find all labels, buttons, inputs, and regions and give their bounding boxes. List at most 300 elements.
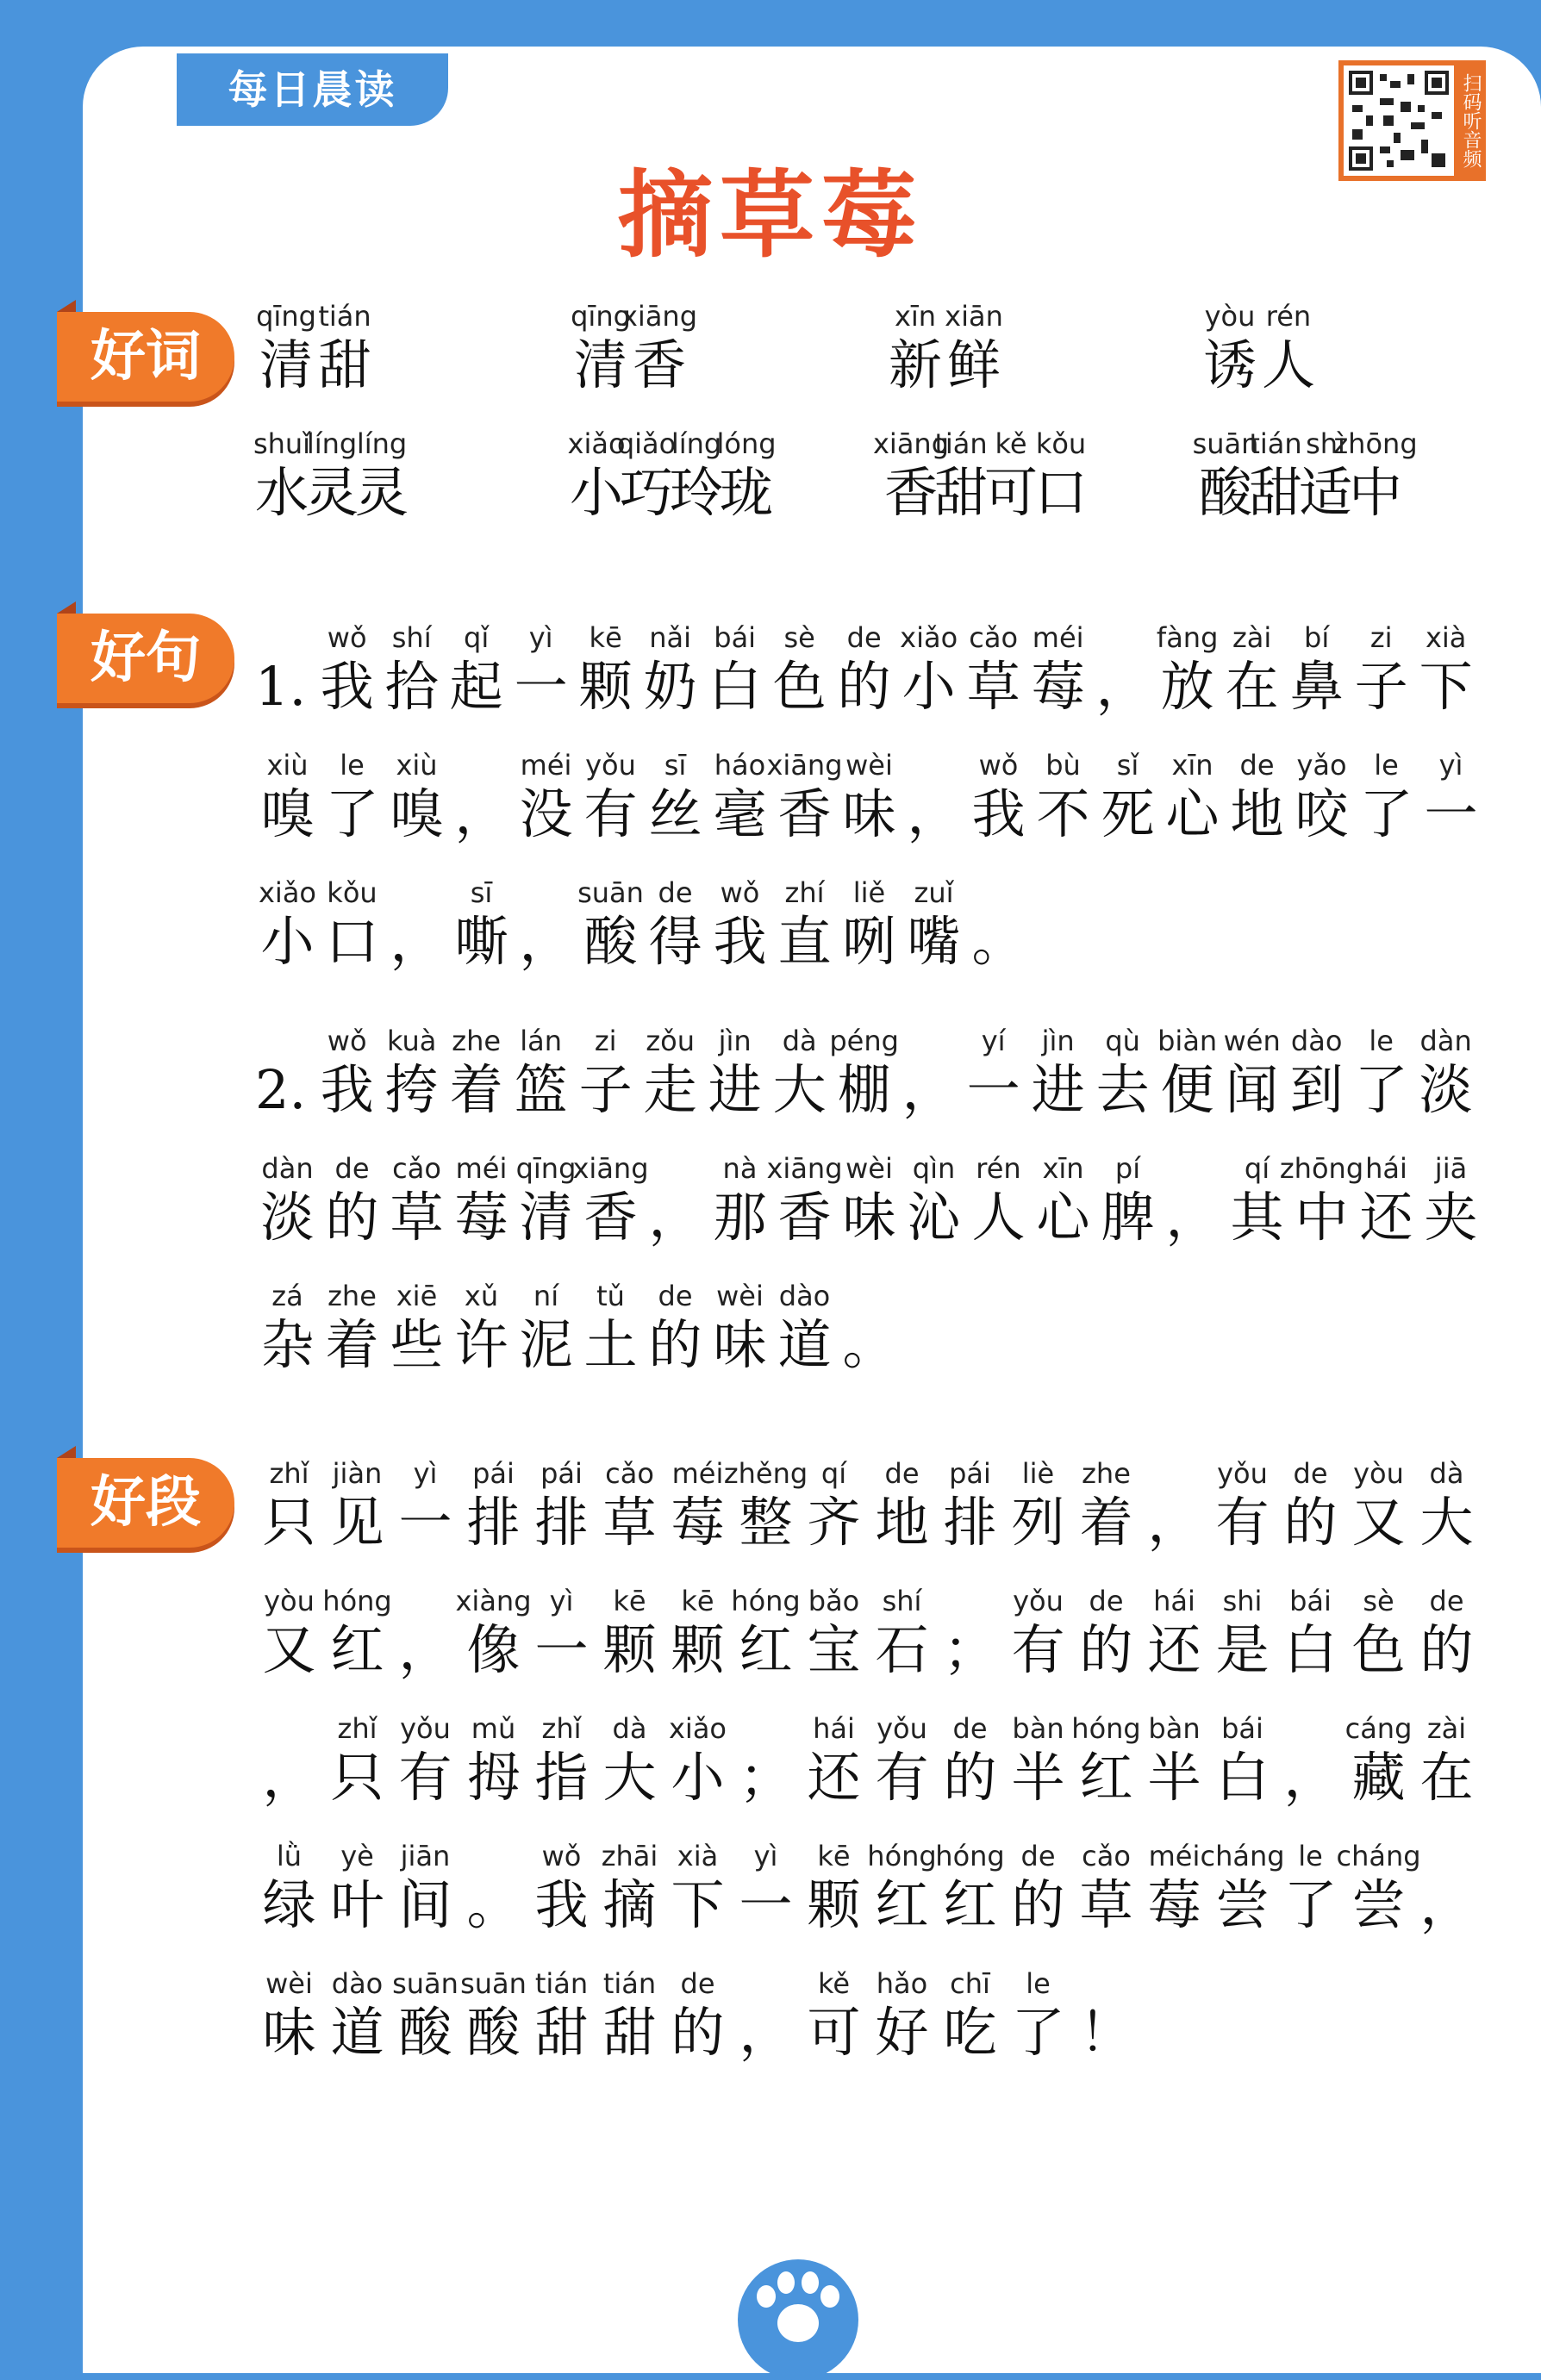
hanzi: 口: [1034, 461, 1089, 524]
pinyin: méi: [520, 749, 572, 782]
pinyin: zhí: [784, 876, 825, 909]
hanzi: 排: [466, 1491, 521, 1554]
hanzi: ，: [1283, 1746, 1338, 1809]
hanzi: 有: [1215, 1491, 1270, 1554]
pinyin: bàn: [1012, 1712, 1064, 1745]
hanzi: 我: [534, 1873, 589, 1936]
pinyin: wǒ: [327, 621, 367, 654]
hanzi: 酸: [466, 2001, 521, 2064]
hanzi-with-pinyin: [391, 1455, 459, 1553]
hanzi-with-pinyin: [616, 425, 677, 524]
hanzi: 酸: [398, 2001, 452, 2064]
hanzi: 拾: [384, 655, 439, 718]
pinyin: de: [658, 1280, 693, 1312]
hanzi: 一: [398, 1491, 452, 1554]
hanzi: 清: [573, 333, 627, 396]
hanzi-with-pinyin: [936, 1965, 1004, 2063]
hanzi: ，: [454, 782, 508, 845]
hanzi-with-pinyin: [323, 1965, 391, 2063]
hanzi: 灵: [305, 461, 359, 524]
hanzi: 颗: [807, 1873, 861, 1936]
hanzi: 放: [1160, 655, 1214, 718]
pinyin: le: [1369, 1025, 1394, 1057]
hanzi: 石: [875, 1618, 929, 1681]
hanzi-with-pinyin: [1192, 425, 1259, 524]
hanzi-with-pinyin: [1344, 1582, 1413, 1680]
hanzi: 小: [260, 910, 315, 973]
hanzi: 草: [602, 1491, 657, 1554]
hanzi: 色: [772, 655, 827, 718]
hanzi: 一: [966, 1058, 1020, 1121]
hanzi-with-pinyin: [1200, 1837, 1285, 1936]
hanzi: 我: [713, 910, 767, 973]
hanzi-with-pinyin: [1413, 1022, 1478, 1120]
hanzi-with-pinyin: [723, 1455, 808, 1554]
hanzi: 。: [842, 1313, 896, 1376]
pinyin: yí: [981, 1025, 1006, 1057]
hanzi-with-pinyin: [320, 1150, 384, 1248]
hanzi-with-pinyin: [1004, 1710, 1072, 1808]
hanzi: ，: [648, 1186, 702, 1249]
pinyin: sè: [1363, 1585, 1394, 1617]
hanzi: 的: [1283, 1491, 1338, 1554]
pinyin: yǒu: [877, 1712, 927, 1745]
good-word: [1192, 425, 1507, 524]
pinyin: xiē: [396, 1280, 438, 1312]
pinyin: kě: [995, 427, 1027, 460]
hanzi-with-pinyin: [708, 874, 772, 972]
hanzi: 在: [1419, 1746, 1474, 1809]
hanzi-with-pinyin: [1344, 1455, 1413, 1553]
hanzi-with-pinyin: [732, 1837, 800, 1935]
hanzi: 棚: [837, 1058, 891, 1121]
hanzi: 心: [1036, 1186, 1090, 1249]
hanzi: 还: [807, 1746, 861, 1809]
pinyin: zuǐ: [914, 876, 954, 909]
hanzi-with-pinyin: [1413, 1710, 1481, 1808]
pinyin: de: [1293, 1457, 1328, 1490]
hanzi: 适: [1299, 461, 1353, 524]
hanzi: 有: [583, 782, 638, 845]
hanzi: 直: [777, 910, 832, 973]
hanzi-with-pinyin: [1276, 1582, 1344, 1680]
pinyin: líng: [306, 427, 358, 460]
hanzi-with-pinyin: [1201, 297, 1259, 396]
hanzi: 还: [1359, 1186, 1413, 1249]
hanzi: 味: [713, 1313, 767, 1376]
hanzi-with-pinyin: [384, 746, 449, 844]
hanzi-with-pinyin: [1276, 1455, 1344, 1553]
hanzi-with-pinyin: [307, 425, 357, 523]
hanzi: 子: [1354, 655, 1408, 718]
hanzi-with-pinyin: [459, 1965, 527, 2063]
hanzi: 甜: [317, 333, 371, 396]
hanzi-with-pinyin: [527, 1710, 596, 1808]
pinyin: péng: [829, 1025, 899, 1057]
pinyin: dào: [778, 1280, 831, 1312]
hanzi-with-pinyin: [514, 1277, 578, 1375]
hanzi: 小: [671, 1746, 725, 1809]
hanzi: 的: [1419, 1618, 1474, 1681]
hanzi-with-pinyin: [961, 619, 1026, 717]
pinyin: bái: [1221, 1712, 1263, 1745]
hanzi-with-pinyin: [702, 1022, 767, 1120]
hanzi-with-pinyin: [573, 619, 638, 717]
pinyin: wén: [1223, 1025, 1281, 1057]
hanzi-with-pinyin: [527, 1582, 596, 1680]
pinyin: shuǐ: [253, 427, 311, 460]
pinyin: méi: [671, 1457, 724, 1490]
pinyin: ní: [533, 1280, 559, 1312]
hanzi-with-pinyin: [391, 1710, 459, 1808]
hanzi-with-pinyin: [391, 1965, 459, 2063]
hanzi-with-pinyin: [320, 1277, 384, 1375]
hanzi: 只: [262, 1491, 316, 1554]
hanzi-with-pinyin: [1072, 1837, 1140, 1935]
pinyin: qìn: [912, 1152, 956, 1185]
hanzi: 新: [888, 333, 942, 396]
hanzi-with-pinyin: [578, 1277, 643, 1375]
hanzi: 篮: [514, 1058, 568, 1121]
hanzi-with-pinyin: [643, 1277, 708, 1375]
pinyin: sè: [783, 621, 815, 654]
hanzi: 道: [777, 1313, 832, 1376]
hanzi-with-pinyin: [837, 1150, 902, 1248]
good-word: [257, 297, 571, 396]
hanzi-with-pinyin: [315, 619, 379, 717]
pinyin: yì: [549, 1585, 574, 1617]
pinyin: wǒ: [327, 1025, 367, 1057]
pinyin: xiǎo: [668, 1712, 727, 1745]
pinyin: tián: [318, 300, 371, 333]
hanzi: 的: [325, 1186, 379, 1249]
hanzi-with-pinyin: [257, 297, 315, 396]
hanzi: 便: [1160, 1058, 1214, 1121]
pinyin: sǐ: [1116, 749, 1139, 782]
hanzi: 草: [1079, 1873, 1133, 1936]
pinyin: shí: [882, 1585, 922, 1617]
hanzi: 酸: [583, 910, 638, 973]
sentence-1: [255, 619, 1496, 972]
hanzi: 排: [534, 1491, 589, 1554]
hanzi-with-pinyin: [945, 297, 1003, 396]
pinyin: zhǐ: [337, 1712, 377, 1745]
hanzi: 香: [777, 782, 832, 845]
hanzi: ，: [1095, 655, 1150, 718]
hanzi: ，: [398, 1618, 452, 1681]
hanzi-with-pinyin: [1354, 1150, 1419, 1248]
hanzi: 泥: [519, 1313, 573, 1376]
pinyin: zhǐ: [269, 1457, 309, 1490]
hanzi-with-pinyin: [664, 1965, 732, 2063]
hanzi-with-pinyin: [934, 425, 989, 524]
hanzi-with-pinyin: [868, 1455, 936, 1553]
hanzi-with-pinyin: [514, 746, 578, 844]
hanzi: 一: [514, 655, 568, 718]
pinyin: xiān: [945, 300, 1003, 333]
hanzi-with-pinyin: [1284, 619, 1349, 717]
hanzi: 土: [583, 1313, 638, 1376]
good-sentences-tag: 好句: [57, 614, 234, 703]
pinyin: nà: [722, 1152, 758, 1185]
hanzi: 莓: [454, 1186, 508, 1249]
pinyin: wǒ: [720, 876, 760, 909]
hanzi: 香: [884, 461, 939, 524]
sentence-number: 2.: [255, 1058, 307, 1121]
pinyin: pái: [472, 1457, 515, 1490]
pinyin: zá: [271, 1280, 303, 1312]
hanzi: 丝: [648, 782, 702, 845]
hanzi-with-pinyin: [384, 1277, 449, 1375]
hanzi-with-pinyin: [1072, 1582, 1140, 1680]
pinyin: hóng: [935, 1840, 1005, 1872]
hanzi: 沁: [907, 1186, 961, 1249]
hanzi: ，: [739, 2001, 793, 2064]
hanzi-with-pinyin: [1004, 1455, 1072, 1553]
pinyin: yì: [753, 1840, 778, 1872]
hanzi: 尝: [1215, 1873, 1270, 1936]
hanzi: 莓: [1031, 655, 1085, 718]
hanzi-with-pinyin: [255, 746, 320, 844]
pinyin: de: [658, 876, 693, 909]
hanzi: 咬: [1295, 782, 1349, 845]
hanzi-with-pinyin: [1004, 1965, 1072, 2063]
hanzi-with-pinyin: [829, 1022, 899, 1121]
hanzi: 夹: [1424, 1186, 1478, 1249]
hanzi-with-pinyin: [444, 619, 508, 717]
hanzi: 甜: [934, 461, 989, 524]
hanzi-with-pinyin: [384, 1150, 449, 1248]
hanzi-with-pinyin: [508, 619, 573, 717]
hanzi: 奶: [643, 655, 697, 718]
hanzi: 白: [1215, 1746, 1270, 1809]
hanzi: 红: [875, 1873, 929, 1936]
pinyin: hái: [1153, 1585, 1195, 1617]
hanzi: ，: [907, 782, 961, 845]
pinyin: le: [1026, 1967, 1051, 2000]
pinyin: yì: [1438, 749, 1463, 782]
hanzi: 得: [648, 910, 702, 973]
hanzi: 我: [971, 782, 1026, 845]
hanzi: 色: [1351, 1618, 1406, 1681]
pinyin: zǒu: [646, 1025, 695, 1057]
hanzi-with-pinyin: [886, 297, 945, 396]
pinyin: bàn: [1148, 1712, 1201, 1745]
hanzi: 那: [713, 1186, 767, 1249]
hanzi: 有: [398, 1746, 452, 1809]
hanzi-with-pinyin: [572, 1150, 649, 1249]
pinyin: wèi: [845, 1152, 893, 1185]
pinyin: qù: [1105, 1025, 1140, 1057]
hanzi: 是: [1215, 1618, 1270, 1681]
hanzi-with-pinyin: [449, 874, 514, 972]
hanzi-with-pinyin: [800, 1965, 868, 2063]
pinyin: cǎo: [392, 1152, 441, 1185]
hanzi: 人: [971, 1186, 1026, 1249]
hanzi: ；: [943, 1618, 997, 1681]
pinyin: wèi: [845, 749, 893, 782]
hanzi: ，: [519, 910, 573, 973]
pinyin: de: [1239, 749, 1275, 782]
hanzi-with-pinyin: [872, 425, 950, 524]
hanzi-with-pinyin: [732, 1582, 800, 1680]
hanzi-with-pinyin: [527, 1455, 596, 1553]
pinyin: nǎi: [649, 621, 692, 654]
hanzi: 子: [578, 1058, 633, 1121]
pinyin: kě: [817, 1967, 851, 2000]
hanzi: 摘: [602, 1873, 657, 1936]
pinyin: xiāng: [572, 1152, 649, 1185]
hanzi-with-pinyin: [1026, 1022, 1090, 1120]
hanzi-with-pinyin: [1413, 1837, 1481, 1935]
hanzi-with-pinyin: [1208, 1455, 1276, 1553]
hanzi: 整: [739, 1491, 793, 1554]
hanzi: 珑: [720, 461, 774, 524]
hanzi-with-pinyin: [638, 619, 702, 717]
hanzi: 还: [1147, 1618, 1201, 1681]
pinyin: tián: [602, 1967, 657, 2000]
pinyin: jiān: [400, 1840, 451, 1872]
hanzi: 。: [971, 910, 1026, 973]
hanzi-with-pinyin: [357, 425, 407, 523]
hanzi-with-pinyin: [1004, 1582, 1072, 1680]
hanzi-with-pinyin: [455, 1582, 532, 1681]
pinyin: yǒu: [1217, 1457, 1268, 1490]
hanzi-with-pinyin: [984, 425, 1039, 524]
hanzi: 莓: [1147, 1873, 1201, 1936]
pinyin: shí: [391, 621, 432, 654]
hanzi-with-pinyin: [868, 1582, 936, 1680]
hanzi-with-pinyin: [1279, 1150, 1364, 1249]
pinyin: de: [1429, 1585, 1464, 1617]
pinyin: lán: [520, 1025, 563, 1057]
hanzi: 的: [1011, 1873, 1065, 1936]
hanzi: ！: [1079, 2001, 1133, 2064]
hanzi: 红: [1079, 1746, 1133, 1809]
hanzi: 的: [943, 1746, 997, 1809]
hanzi: 见: [330, 1491, 384, 1554]
good-word: [872, 425, 1201, 524]
good-word: [571, 297, 886, 396]
pinyin: shì: [1306, 427, 1345, 460]
hanzi-with-pinyin: [664, 1455, 732, 1553]
pinyin: zhe: [1082, 1457, 1131, 1490]
hanzi-with-pinyin: [1031, 746, 1095, 844]
pinyin: sī: [664, 749, 687, 782]
pinyin: xià: [1425, 621, 1467, 654]
pinyin: cǎo: [1082, 1840, 1131, 1872]
hanzi-with-pinyin: [527, 1965, 596, 2063]
hanzi-with-pinyin: [255, 1965, 323, 2063]
hanzi-with-pinyin: [578, 874, 643, 972]
pinyin: yǒu: [585, 749, 636, 782]
hanzi: 叶: [330, 1873, 384, 1936]
pinyin: tián: [1249, 427, 1302, 460]
hanzi: 只: [330, 1746, 384, 1809]
hanzi: 鲜: [946, 333, 1001, 396]
hanzi-with-pinyin: [596, 1582, 664, 1680]
hanzi: 些: [390, 1313, 444, 1376]
hanzi-with-pinyin: [255, 874, 320, 972]
hanzi-with-pinyin: [936, 1582, 1004, 1680]
hanzi-with-pinyin: [1413, 619, 1478, 717]
hanzi: 了: [1283, 1873, 1338, 1936]
hanzi: 嘴: [907, 910, 961, 973]
hanzi-with-pinyin: [1140, 1837, 1208, 1935]
pinyin: liě: [852, 876, 886, 909]
hanzi: 嗅: [390, 782, 444, 845]
hanzi-with-pinyin: [896, 619, 961, 717]
hanzi-with-pinyin: [732, 1710, 800, 1808]
pinyin: hǎo: [876, 1967, 928, 2000]
hanzi: 莓: [671, 1491, 725, 1554]
hanzi-with-pinyin: [253, 425, 311, 524]
hanzi: 。: [466, 1873, 521, 1936]
hanzi-with-pinyin: [1004, 1837, 1072, 1935]
pinyin: yòu: [264, 1585, 315, 1617]
hanzi-with-pinyin: [323, 1582, 391, 1680]
good-paragraph: [255, 1455, 1496, 2063]
hanzi-with-pinyin: [767, 619, 832, 717]
hanzi: 草: [390, 1186, 444, 1249]
hanzi-with-pinyin: [379, 1022, 444, 1120]
sentence-2: [255, 1022, 1496, 1375]
hanzi-with-pinyin: [664, 1710, 732, 1808]
hanzi-with-pinyin: [966, 746, 1031, 844]
hanzi-with-pinyin: [716, 425, 777, 524]
hanzi-with-pinyin: [1284, 1022, 1349, 1120]
hanzi-with-pinyin: [459, 1710, 527, 1808]
hanzi: 白: [708, 655, 762, 718]
pinyin: kuà: [386, 1025, 437, 1057]
hanzi-with-pinyin: [621, 297, 698, 396]
hanzi: 尝: [1351, 1873, 1406, 1936]
hanzi-with-pinyin: [1349, 1022, 1413, 1120]
hanzi-with-pinyin: [320, 874, 384, 972]
pinyin: bái: [714, 621, 757, 654]
hanzi-with-pinyin: [1259, 297, 1318, 396]
hanzi-with-pinyin: [868, 1837, 936, 1935]
hanzi: 大: [602, 1746, 657, 1809]
hanzi: 着: [449, 1058, 503, 1121]
hanzi-with-pinyin: [1289, 746, 1354, 844]
hanzi-with-pinyin: [449, 1277, 514, 1375]
hanzi: 又: [1351, 1491, 1406, 1554]
hanzi: 走: [643, 1058, 697, 1121]
pinyin: lǜ: [276, 1840, 303, 1872]
hanzi: 草: [966, 655, 1020, 718]
hanzi-with-pinyin: [902, 874, 966, 972]
hanzi-with-pinyin: [1072, 1710, 1140, 1808]
hanzi: 着: [325, 1313, 379, 1376]
hanzi: 淡: [260, 1186, 315, 1249]
hanzi-with-pinyin: [902, 746, 966, 844]
pinyin: xīn: [894, 300, 937, 333]
hanzi: 鼻: [1289, 655, 1344, 718]
hanzi: 地: [875, 1491, 929, 1554]
hanzi: 在: [1225, 655, 1279, 718]
pinyin: xiāng: [766, 749, 843, 782]
hanzi-with-pinyin: [1140, 1455, 1208, 1553]
hanzi: ，: [1419, 1873, 1474, 1936]
hanzi: 半: [1147, 1746, 1201, 1809]
hanzi: ，: [902, 1058, 956, 1121]
hanzi-with-pinyin: [508, 1022, 573, 1120]
hanzi: 有: [1011, 1618, 1065, 1681]
pinyin: wèi: [716, 1280, 764, 1312]
pinyin: méi: [1148, 1840, 1201, 1872]
hanzi: ，: [1165, 1186, 1220, 1249]
